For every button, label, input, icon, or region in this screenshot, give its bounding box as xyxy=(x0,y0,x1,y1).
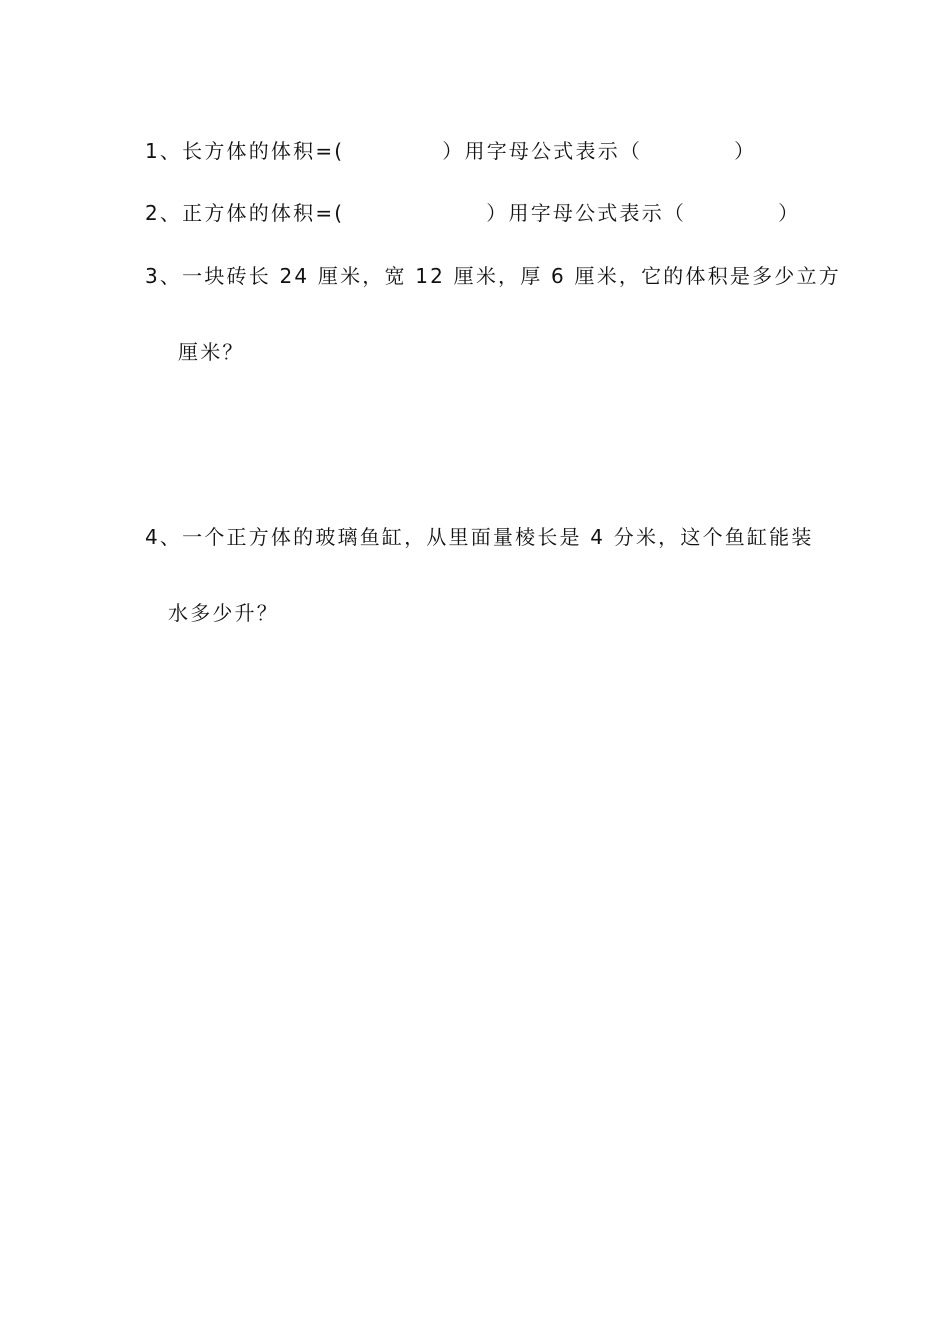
question-3-line-1: 3、一块砖长 24 厘米，宽 12 厘米，厚 6 厘米，它的体积是多少立方 xyxy=(145,264,841,288)
question-2-prompt: 2、正方体的体积=( xyxy=(145,201,345,225)
question-2-close: ） xyxy=(778,201,801,225)
question-1-close: ） xyxy=(734,139,757,163)
question-2-formula-prompt: ）用字母公式表示（ xyxy=(486,201,687,225)
question-1-formula-prompt: ）用字母公式表示（ xyxy=(442,139,643,163)
question-1 xyxy=(145,139,756,163)
question-4-line-1: 4、一个正方体的玻璃鱼缸，从里面量棱长是 4 分米，这个鱼缸能装 xyxy=(145,525,814,549)
question-1-prompt: 1、长方体的体积=( xyxy=(145,139,345,163)
question-2 xyxy=(145,201,800,225)
question-4-line-2: 水多少升？ xyxy=(168,601,279,625)
question-3-line-2: 厘米？ xyxy=(178,340,245,364)
